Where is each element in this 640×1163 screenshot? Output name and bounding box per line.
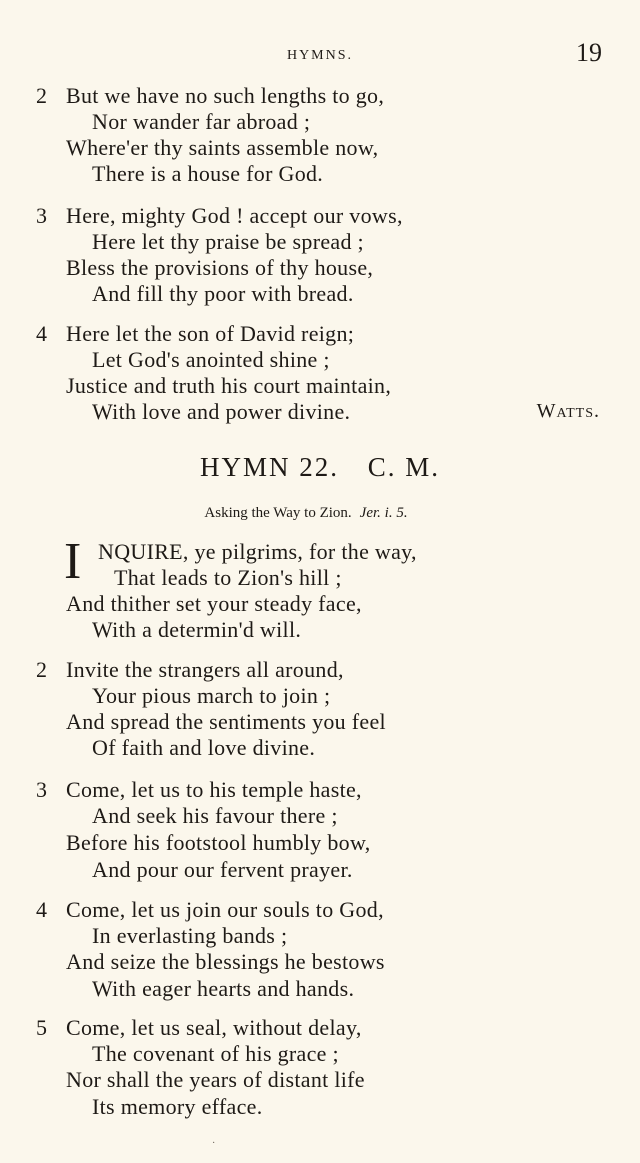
verse-line: With a determin'd will. xyxy=(92,617,302,642)
verse-line: Justice and truth his court maintain, xyxy=(66,373,392,398)
verse-line: Let God's anointed shine ; xyxy=(92,347,330,372)
author-attribution: Watts. xyxy=(536,400,600,422)
verse-line: Bless the provisions of thy house, xyxy=(66,255,374,280)
stanza-number: 3 xyxy=(36,777,47,802)
verse-line: Of faith and love divine. xyxy=(92,735,316,760)
verse-line: NQUIRE, ye pilgrims, for the way, xyxy=(98,539,417,564)
verse-line: And thither set your steady face, xyxy=(66,591,362,616)
stanza-number: 5 xyxy=(36,1015,47,1040)
verse-line: Come, let us to his temple haste, xyxy=(66,777,362,802)
verse-line: Come, let us seal, without delay, xyxy=(66,1015,362,1040)
verse-line: And pour our fervent prayer. xyxy=(92,857,353,882)
stanza-number: 2 xyxy=(36,657,47,682)
verse-line: With eager hearts and hands. xyxy=(92,976,355,1001)
verse-line: Here, mighty God ! accept our vows, xyxy=(66,203,403,228)
verse-line: Your pious march to join ; xyxy=(92,683,331,708)
verse-line: In everlasting bands ; xyxy=(92,923,288,948)
hymn-meter: C. M. xyxy=(367,452,441,482)
running-head: HYMNS. xyxy=(286,48,354,63)
scripture-reference: Jer. i. 5. xyxy=(359,505,408,521)
verse-line: Here let thy praise be spread ; xyxy=(92,229,364,254)
verse-line: Nor shall the years of distant life xyxy=(66,1067,365,1092)
printer-mark: · xyxy=(212,1138,216,1149)
stanza-number: 4 xyxy=(36,897,47,922)
verse-line: And fill thy poor with bread. xyxy=(92,281,354,306)
hymn-theme: Asking the Way to Zion. xyxy=(204,505,352,521)
verse-line: But we have no such lengths to go, xyxy=(66,83,385,108)
verse-line: Come, let us join our souls to God, xyxy=(66,897,384,922)
verse-line: Before his footstool humbly bow, xyxy=(66,830,371,855)
verse-line: That leads to Zion's hill ; xyxy=(114,565,342,590)
verse-line: Here let the son of David reign; xyxy=(66,321,355,346)
verse-line: Nor wander far abroad ; xyxy=(92,109,311,134)
hymn-title xyxy=(0,452,640,483)
verse-line: Where'er thy saints assemble now, xyxy=(66,135,379,160)
hymn-number: HYMN 22. xyxy=(199,452,339,482)
verse-line: And seek his favour there ; xyxy=(92,803,338,828)
verse-line: With love and power divine. xyxy=(92,399,351,424)
stanza-number: 2 xyxy=(36,83,47,108)
verse-line: And spread the sentiments you feel xyxy=(66,709,386,734)
page-number: 19 xyxy=(576,38,602,67)
drop-cap: I xyxy=(64,533,82,590)
verse-line: Invite the strangers all around, xyxy=(66,657,344,682)
verse-line: And seize the blessings he bestows xyxy=(66,949,385,974)
stanza-number: 3 xyxy=(36,203,47,228)
stanza-number: 4 xyxy=(36,321,47,346)
verse-line: There is a house for God. xyxy=(92,161,324,186)
hymn-subtitle xyxy=(0,505,612,522)
verse-line: Its memory efface. xyxy=(92,1094,263,1119)
verse-line: The covenant of his grace ; xyxy=(92,1041,339,1066)
